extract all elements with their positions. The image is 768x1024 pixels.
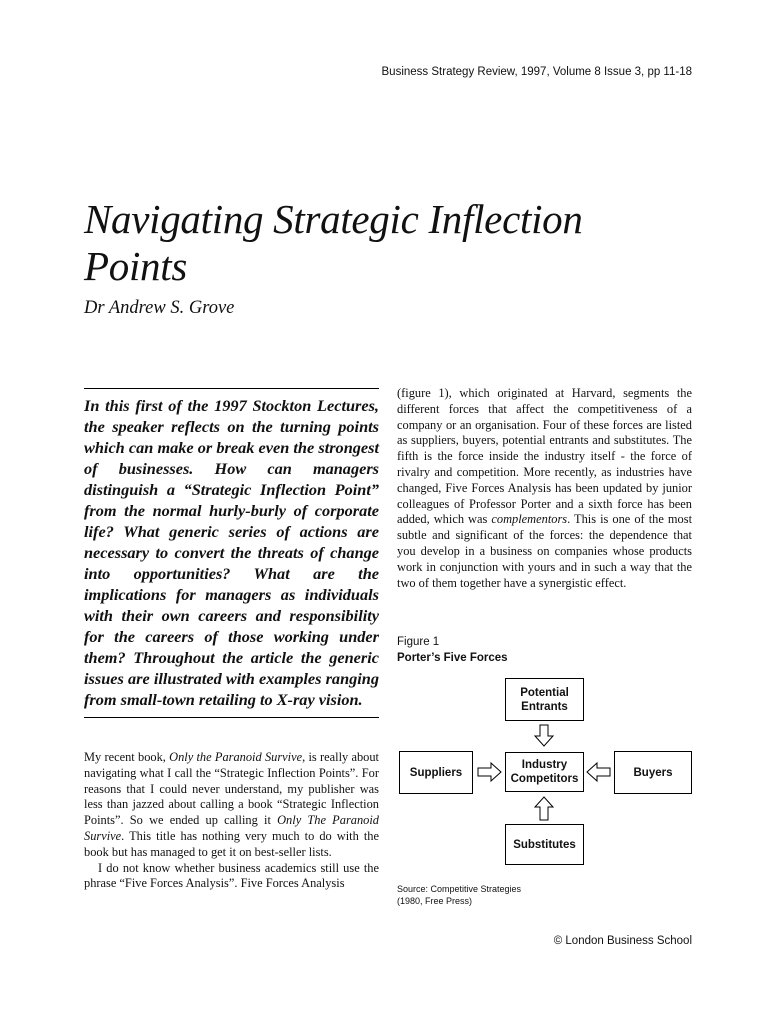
- arrow-right-icon: [478, 763, 501, 781]
- box-potential-entrants: Potential Entrants: [505, 678, 584, 721]
- arrow-up-icon: [535, 797, 553, 820]
- body-paragraph-1: My recent book, Only the Paranoid Survive, is really about navigating what I call the “Strategic Inflection Points”. For reasons that I could never understand, my publisher was less than jazzed about calling a book “Strategic Inflection Points”. So we ended up calling it Only The Paranoid Survive. This title has nothing very much to do with the book but has managed to get it on best-seller lists.: [84, 750, 380, 859]
- book-title-2: Only The Paranoid Survive: [84, 813, 379, 843]
- copyright-notice: © London Business School: [553, 935, 692, 947]
- article-author: Dr Andrew S. Grove: [84, 298, 235, 318]
- arrow-left-icon: [587, 763, 610, 781]
- right-column-body: [397, 386, 692, 591]
- arrow-down-icon: [535, 725, 553, 746]
- box-industry-competitors: Industry Competitors: [505, 752, 584, 792]
- book-title: Only the Paranoid Survive: [169, 750, 303, 764]
- box-substitutes: Substitutes: [505, 824, 584, 865]
- box-suppliers: Suppliers: [399, 751, 473, 794]
- figure-source: Source: Competitive Strategies (1980, Free Press): [397, 884, 522, 906]
- article-title: Navigating Strategic Inflection Points: [84, 196, 583, 289]
- abstract-text: In this first of the 1997 Stockton Lectures, the speaker reflects on the turning points which can make or break even the strongest of businesses. How can managers distinguish a “Strategic Inflection Point” from the normal hurly-burly of corporate life? What generic series of actions are necessary to convert the threats of change into opportunities? What are the implications for managers as individuals with their own careers and responsibility for the careers of those working under them? Throughout the article the generic issues are illustrated with examples ranging from small-town retailing to X-ray vision.: [84, 396, 379, 709]
- abstract-box: [84, 388, 379, 718]
- journal-reference: Business Strategy Review, 1997, Volume 8 Issue 3, pp 11-18: [381, 66, 692, 78]
- body-paragraph-3: (figure 1), which originated at Harvard, segments the different forces that affect the competitiveness of a company or an organisation. Four of these forces are listed as suppliers, buyers, potential entrants and substitutes. The fifth is the force inside the industry itself - the force of rivalry and competition. More recently, as industries have changed, Five Forces Analysis has been updated by junior colleagues of Professor Porter and a sixth force has been added, which was complementors. This is one of the most subtle and significant of the forces: the dependence that you develop in a business on companies whose products work in conjunction with yours and in such a way that the two of them together have a synergistic effect.: [397, 386, 693, 590]
- figure-label: Figure 1: [397, 636, 440, 648]
- box-buyers: Buyers: [614, 751, 692, 794]
- left-column-body: [84, 750, 379, 892]
- figure-five-forces: [397, 636, 693, 906]
- body-paragraph-2: I do not know whether business academics still use the phrase “Five Forces Analysis”. Five Forces Analysis: [84, 860, 379, 891]
- emphasis-complementors: complementors: [491, 512, 568, 527]
- figure-title: Porter’s Five Forces: [397, 652, 508, 664]
